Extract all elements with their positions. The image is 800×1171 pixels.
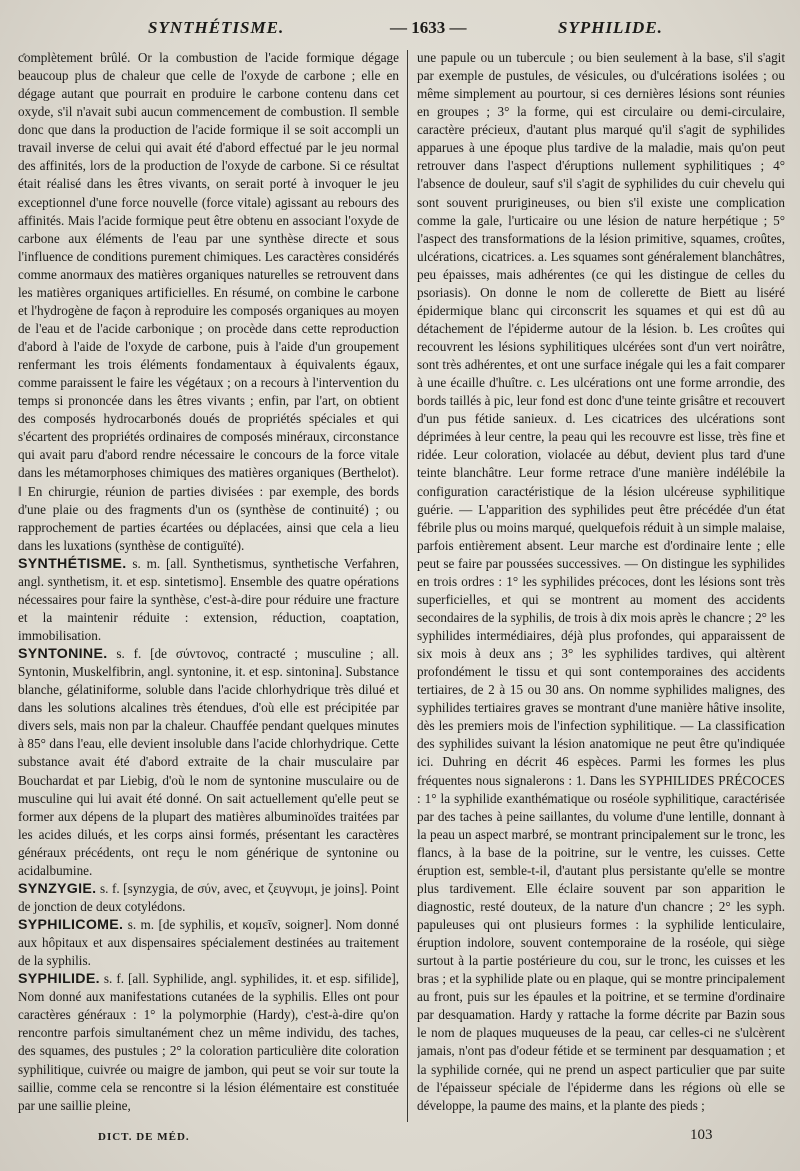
footer-signature-mark: DICT. DE MÉD. xyxy=(98,1131,190,1143)
entry-definition: s. m. [all. Synthetismus, synthetische Verfahren, angl. synthetism, it. et esp. sintetismo]. Ensemble des quatre opérations nécessaires pour faire la synthèse, c'est-à-dire pour réduire une fracture et la maintenir réduite : extension, réduction, coaptation, immobilisation. xyxy=(18,555,399,643)
entry-synthetisme xyxy=(18,555,399,645)
header-left-guide-word: SYNTHÉTISME. xyxy=(148,18,285,37)
entry-syphilide xyxy=(18,970,399,1115)
entry-headword: SYPHILIDE. xyxy=(18,971,100,988)
entry-headword: SYNZYGIE. xyxy=(18,880,97,897)
entry-definition: s. m. [de syphilis, et κομεῖν, soigner]. Nom donné aux hôpitaux et aux dispensaires spécialement destinées au traitement de la syphilis. xyxy=(18,917,399,969)
entry-headword: SYNTONINE. xyxy=(18,646,108,663)
header-right-guide-word: SYPHILIDE. xyxy=(558,18,663,37)
header-page-number: — 1633 — xyxy=(390,18,467,37)
left-column xyxy=(18,49,399,1124)
entry-syntonine xyxy=(18,645,399,880)
entry-definition: s. f. [synzygia, de σύν, avec, et ζευγνυμι, je joins]. Point de jonction de deux cotylédons. xyxy=(18,880,399,914)
syphilide-entry-continuation: une papule ou un tubercule ; ou bien seulement à la base, s'il s'agit par exemple de pustules, de vésicules, ou d'ulcérations isolées ; ou même simplement au pourtour, si ces dernières lésions sont réunies en groupes ; 3° la forme, qui est circulaire ou demi-circulaire, caractère précieux, d'autant plus marqué qu'il s'agit de syphilides apparues à une époque plus tardive de la maladie, mais qu'on peut retrouver dans l'aspect d'éruptions nullement syphilitiques ; 4° l'absence de douleur, sauf s'il s'agit de syphilides du cuir chevelu qui sont souvent prurigineuses, ou bien s'il existe une complication comme la gale, l'urticaire ou une lésion de nature herpétique ; 5° l'aspect des transformations de la lésion primitive, squames, croûtes, ulcérations, cicatrices. a. Les squames sont généralement blanchâtres, peu épaisses, mais adhérentes (ce qui les distingue de celles du psoriasis). On donne le nom de collerette de Biett au liséré épidermique blanc qui circonscrit les squames et qui est dû au détachement de l'épiderme autour de la lésion. b. Les croûtes qui recouvrent les lésions syphilitiques ulcérées sont d'un vert noirâtre, sont très adhérentes, et ont une surface inégale qui les a fait comparer à une écaille d'huître. c. Les ulcérations ont une forme arrondie, des bords taillés à pic, leur fond est donc d'une teinte grisâtre et recouvert d'un pus fétide sanieux. d. Les cicatrices des ulcérations sont déprimées à leur centre, la peau qui les recouvre est lisse, très fine et ridée. Leur coloration, violacée au début, devient plus tard d'une teinte blanchâtre. Leur forme retrace d'une manière indélébile la configuration caractéristique de la lésion ulcéreuse syphilitique guérie. — L'apparition des syphilides peut être précédée d'un état fébrile plus ou moins marqué, quelquefois réduit à un simple malaise, parfois entièrement absent. Leur marche est d'ordinaire lente ; elle peut se faire par poussées successives. — On distingue les syphilides en trois ordres : 1° les syphilides précoces, dont les lésions sont très superficielles, et qui se montrent au moment des accidents secondaires de la syphilis, de trois à dix mois après le chancre ; 2° les syphilides intermédiaires, déjà plus profondes, qui apparaissent de six mois à deux ans ; 3° les syphilides tardives, qui altèrent profondément le tissu et qui sont contemporaines des accidents tertiaires, de 2 à 15 ou 30 ans. On nomme syphilides malignes, des syphilides tertiaires graves se montrant d'une manière hâtive insolite, dès les premiers mois de l'infection syphilitique. — La classification des syphilides suivant la lésion anatomique ne peut être qu'indiquée ici. Duhring en décrit 46 espèces. Parmi les formes les plus fréquentes nous signalerons : 1. Dans les SYPHILIDES PRÉCOCES : 1° la syphilide exanthématique ou roséole syphilitique, caractérisée par des taches à peine saillantes, du volume d'une lentille, donnant à la peau un aspect marbré, se montrant principalement sur le tronc, les flancs, à la base de la poitrine, sur le ventre, les cuisses. Cette éruption est, semble-t-il, d'autant plus persistante qu'elle se montre plus tardivement. Elle éclaire souvent par son apparition le diagnostic, resté douteux, de la nature d'un chancre ; 2° les syph. papuleuses qui ont plusieurs formes : la syphilide lenticulaire, éruption indolore, souvent contemporaine de la roséole, qui siège surtout à la partie postérieure du cou, sur le tronc, les cuisses et les bras ; et la syphilide plate ou en plaque, qui se montre principalement au front, puis sur les épaules et la poitrine, et se termine d'ordinaire par desquamation. Hardy y rattache la forme décrite par Bazin sous le nom de plaques muqueuses de la peau, car celles-ci ne s'ulcèrent jamais, n'ont pas d'odeur fétide et se terminent par desquamation ; et la syphilide cornée, qui ne prend un aspect particulier que par suite de l'épaisseur spéciale de l'épiderme dans les régions où elle se développe, la paume des mains, et la plante des pieds ; xyxy=(417,50,785,1113)
entry-syphilicome xyxy=(18,916,399,970)
continued-entry-text: ƈomplètement brûlé. Or la combustion de l'acide formique dégage beaucoup plus de chaleur que celle de l'oxyde de carbone ; elle en dégage autant que pourrait en produire le carbone contenu dans cet oxyde, s'il n'avait subi aucun commencement de combustion. Il semble donc que dans la production de l'acide formique il se soit accompli un travail inverse de celui qui avait été d'abord effectué par le jeu normal des affinités, lors de la production de l'oxyde de carbone. Si ce résultat était réalisé dans les êtres vivants, on serait porté à invoquer le jeu exceptionnel d'une force nouvelle (force vitale) agissant au rebours des affinités. Mais l'acide formique peut être obtenu en associant l'oxyde de carbone aux éléments de l'eau par une synthèse directe et sous l'influence de conditions purement chimiques. Les caractères considérés comme anormaux des matières organiques naturelles se retrouvent dans les matières organiques artificielles. En résumé, on combine le carbone et l'hydrogène de façon à reproduire les composés organiques au moyen de l'eau et de l'acide carbonique ; on procède dans cette reproduction d'abord à l'aide de l'oxyde de carbone, puis à l'aide d'un groupement renfermant les trois éléments fondamentaux à équivalents égaux, comme paraissent le faire les végétaux ; on a recours à l'intervention du temps si prononcée dans les êtres vivants ; enfin, par l'art, on obtient des composés hydrocarbonés doués de propriétés spéciales et qui s'écartent des propriétés ordinaires de composés minéraux, circonstance qui avait paru d'abord rendre nécessaire le concours de la force vitale dans les métamorphoses chimiques des matières organiques (Berthelot). ‖ En chirurgie, réunion de parties divisées : par exemple, des bords d'une plaie ou des fragments d'un os (synthèse de continuité) ; ou rapprochement de parties écartées ou déplacées, ainsi que cela a lieu dans les luxations (synthèse de contiguïté). xyxy=(18,50,399,553)
column-divider xyxy=(407,50,408,1122)
entry-definition: s. f. [de σύντονος, contracté ; musculine ; all. Syntonin, Muskelfibrin, angl. syntonine, it. et esp. sintonina]. Substance blanche, gélatiniforme, soluble dans l'acide chlorhydrique très dilué et dans les solutions alcalines très étendues, d'où elle est précipitée par divers sels, mais non par la chaleur. Chauffée pendant quelques minutes à 85° dans l'eau, elle devient insoluble dans l'acide chlorhydrique. Cette substance avait été d'abord extraite de la chair musculaire par Bouchardat et par Liebig, d'où le nom de syntonine musculaire ou de musculine qui lui avait été donné. On sait actuellement qu'elle peut se former aux dépens de la plupart des matières albuminoïdes traitées par les acides dilués, et les corps ainsi formés, présentant les caractères généraux précédents, ont reçu le nom générique de syntonine ou acidalbumine. xyxy=(18,646,399,878)
entry-headword: SYNTHÉTISME. xyxy=(18,555,127,572)
running-header xyxy=(20,14,782,42)
footer-sheet-number: 103 xyxy=(690,1127,713,1143)
right-column xyxy=(417,49,785,1124)
entry-definition: s. f. [all. Syphilide, angl. syphilides, it. et esp. sifilide], Nom donné aux manifestations cutanées de la syphilis. Elles ont pour caractères généraux : 1° la polymorphie (Hardy), c'est-à-dire qu'on rencontre parfois simultanément chez un même individu, des taches, des squames, des pustules ; 2° la coloration particulière dite coloration syphilitique, cuivrée ou maigre de jambon, qui peut se voir sur toute la saillie, comme cela se rencontre si la lésion élémentaire est constituée par une saillie pleine, xyxy=(18,971,399,1113)
entry-synzygie xyxy=(18,880,399,916)
entry-headword: SYPHILICOME. xyxy=(18,917,124,933)
